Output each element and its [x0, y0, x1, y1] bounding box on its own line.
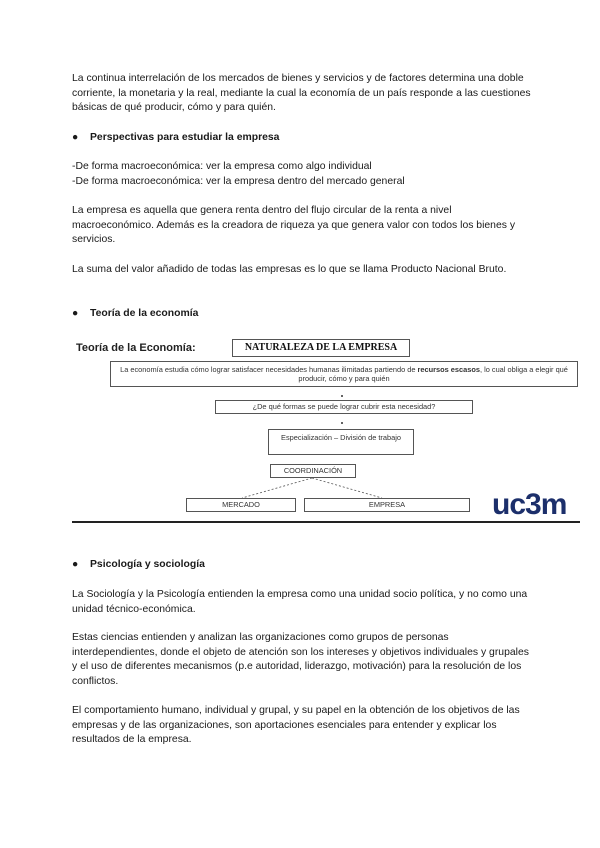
specialization-box: Especialización – División de trabajo	[268, 429, 414, 455]
coordination-box: COORDINACIÓN	[270, 464, 356, 478]
bullet-label: Perspectivas para estudiar la empresa	[90, 132, 280, 143]
question-box: ¿De qué formas se puede lograr cubrir esta necesidad?	[215, 400, 473, 414]
bullet-label: Teoría de la economía	[90, 308, 199, 319]
paragraph-mercados: La continua interrelación de los mercados de bienes y servicios y de factores determina una doble corriente, la monetaria y la real, mediante la cual la economía de un país responde a las cuestiones básicas de qué producir, cómo y para quién.	[72, 73, 531, 114]
bullet-label: Psicología y sociología	[90, 559, 205, 570]
paragraph-pnb: La suma del valor añadido de todas las empresas es lo que se llama Producto Nacional Bruto.	[72, 264, 507, 275]
uc3m-logo: uc3m	[492, 488, 567, 521]
bullet-psicologia	[72, 558, 205, 572]
diagram-heading: Teoría de la Economía:	[76, 342, 196, 354]
paragraph-empresa-renta: La empresa es aquella que genera renta dentro del flujo circular de la renta a nivel macroeconómico. Además es la creadora de riqueza ya que genera valor con todos los bienes y servicios.	[72, 205, 516, 246]
paragraph-macro-1: -De forma macroeconómica: ver la empresa como algo individual	[72, 161, 372, 172]
bullet-dot: ●	[72, 559, 79, 570]
paragraph-organizaciones: Estas ciencias entienden y analizan las organizaciones como grupos de personas interdependientes, donde el objeto de atención son los intereses y objetivos individuales y grupales y el uso de diferentes mecanismos (p.e autoridad, liderazgo, motivación) para la resolución de los conflictos.	[72, 632, 529, 687]
paragraph-macro-2: -De forma macroeconómica: ver la empresa dentro del mercado general	[72, 176, 405, 187]
definition-text: La economía estudia cómo lograr satisfacer necesidades humanas ilimitadas partiendo de	[120, 365, 418, 374]
paragraph-sociologia: La Sociología y la Psicología entienden la empresa como una unidad socio política, y no como una unidad técnico-económica.	[72, 589, 528, 615]
paragraph-comportamiento: El comportamiento humano, individual y grupal, y su papel en la obtención de los objetivos de las empresas y de las organizaciones, son aportaciones esenciales para entender y explicar los resultados de la empresa.	[72, 705, 520, 746]
bullet-teoria	[72, 307, 199, 321]
bullet-perspectivas	[72, 131, 280, 145]
bullet-dot: ●	[72, 308, 79, 319]
bullet-dot: ●	[72, 132, 79, 143]
definition-bold: recursos escasos	[417, 365, 480, 374]
definition-text-end: , lo cual obliga a elegir qué producir, cómo y para quién	[298, 365, 568, 383]
market-box: MERCADO	[186, 498, 296, 512]
divider	[72, 521, 580, 523]
economy-diagram	[72, 334, 580, 526]
title-box: NATURALEZA DE LA EMPRESA	[232, 339, 410, 357]
company-box: EMPRESA	[304, 498, 470, 512]
